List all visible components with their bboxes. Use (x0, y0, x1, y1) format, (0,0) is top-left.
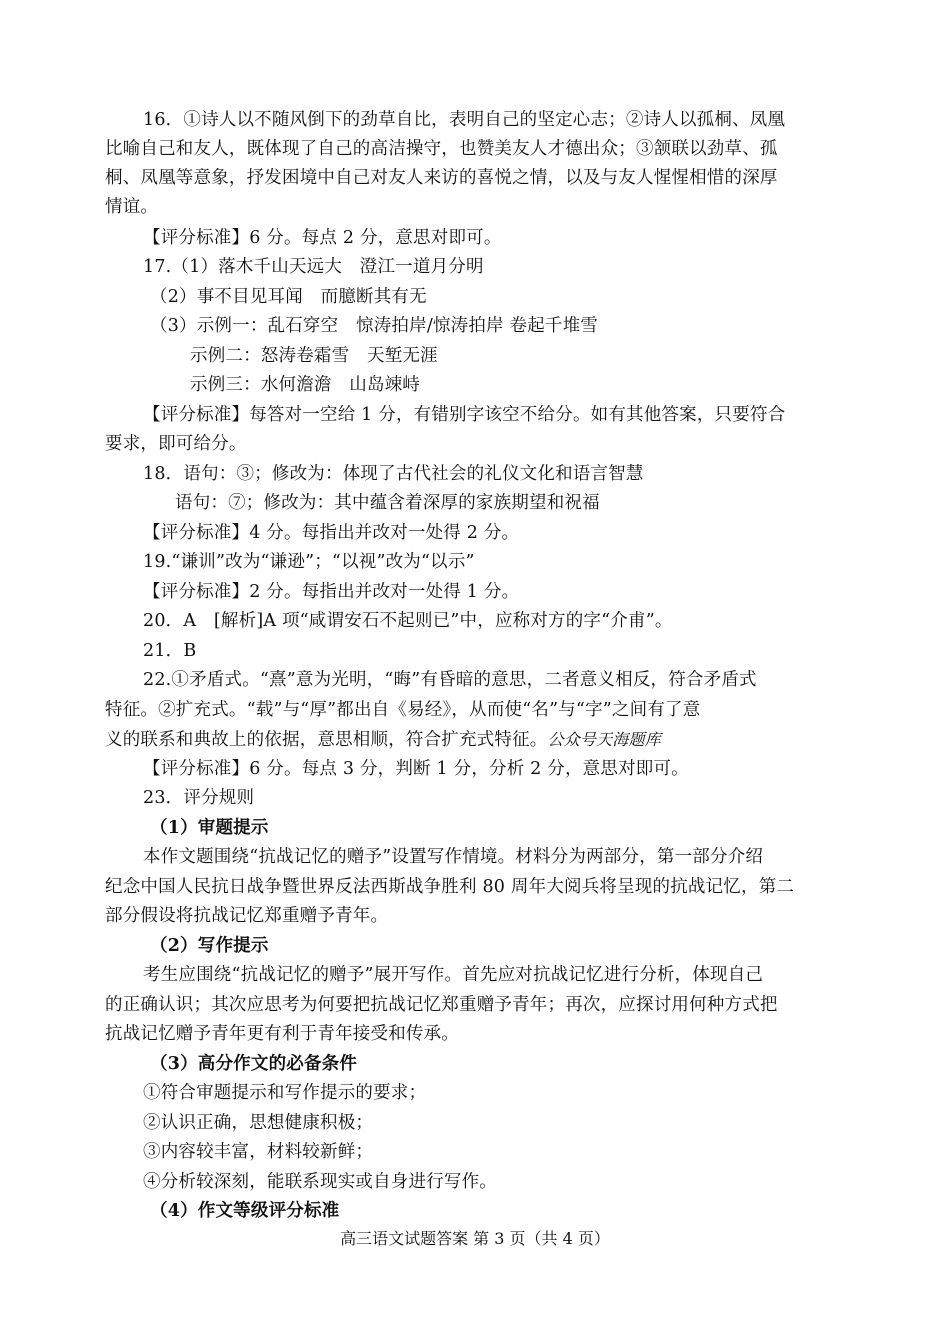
q17-line-2: （2）事不目见耳闻 而臆断其有无 (150, 287, 427, 307)
q17-line-4: 示例二：怒涛卷霜雪 天堑无涯 (190, 346, 438, 366)
q17-line-1: 17.（1）落木千山天远大 澄江一道月分明 (143, 257, 484, 277)
q23-para-1-line-1: 本作文题围绕“抗战记忆的赠予”设置写作情境。材料分为两部分，第一部分介绍 (143, 847, 764, 867)
q21-line-1: 21．B (143, 641, 197, 661)
q23-para-1-line-2: 纪念中国人民抗日战争暨世界反法西斯战争胜利 80 周年大阅兵将呈现的抗战记忆，第二 (105, 877, 795, 897)
q23-condition-3: ③内容较丰富，材料较新鲜； (143, 1142, 374, 1162)
q18-scoring: 【评分标准】4 分。每指出并改对一处得 2 分。 (143, 523, 520, 543)
q17-line-3: （3）示例一：乱石穿空 惊涛拍岸/惊涛拍岸 卷起千堆雪 (150, 316, 598, 336)
q20-line-1: 20．A [解析]A 项“咸谓安石不起则已”中，应称对方的字“介甫”。 (143, 611, 673, 631)
q23-heading-2: （2）写作提示 (150, 936, 269, 956)
q22-scoring: 【评分标准】6 分。每点 3 分，判断 1 分，分析 2 分，意思对即可。 (143, 759, 689, 779)
q22-line-2: 特征。②扩充式。“载”与“厚”都出自《易经》，从而使“名”与“字”之间有了意 (105, 700, 701, 720)
q16-line-3: 桐、凤凰等意象，抒发困境中自己对友人来访的喜悦之情，以及与友人惺惺相惜的深厚 (105, 168, 778, 188)
q23-heading-4: （4）作文等级评分标准 (150, 1201, 340, 1221)
q23-para-2-line-3: 抗战记忆赠予青年更有利于青年接受和传承。 (105, 1024, 459, 1044)
q16-line-2: 比喻自己和友人，既体现了自己的高洁操守，也赞美友人才德出众；③颔联以劲草、孤 (105, 139, 778, 159)
q23-para-2-line-2: 的正确认识；其次应思考为何要把抗战记忆郑重赠予青年；再次，应探讨用何种方式把 (105, 995, 778, 1015)
q16-line-4: 情谊。 (105, 197, 159, 217)
q23-condition-4: ④分析较深刻，能联系现实或自身进行写作。 (143, 1172, 497, 1192)
q23-para-2-line-1: 考生应围绕“抗战记忆的赠予”展开写作。首先应对抗战记忆进行分析，体现自己 (143, 965, 764, 985)
q23-title: 23．评分规则 (143, 788, 255, 808)
q17-scoring-2: 要求，即可给分。 (105, 434, 247, 454)
page-footer: 高三语文试题答案 第 3 页（共 4 页） (340, 1229, 610, 1248)
q19-line-1: 19.“谦训”改为“谦逊”；“以视”改为“以示” (143, 552, 475, 572)
q22-line-3 (105, 725, 850, 755)
q16-scoring: 【评分标准】6 分。每点 2 分，意思对即可。 (143, 228, 502, 248)
q23-para-1-line-3: 部分假设将抗战记忆郑重赠予青年。 (105, 906, 389, 926)
q17-scoring-1: 【评分标准】每答对一空给 1 分，有错别字该空不给分。如有其他答案，只要符合 (143, 405, 786, 425)
q22-line-1: 22.①矛盾式。“熹”意为光明，“晦”有昏暗的意思，二者意义相反，符合矛盾式 (143, 670, 757, 690)
q19-scoring: 【评分标准】2 分。每指出并改对一处得 1 分。 (143, 582, 520, 602)
q16-line-1: 16．①诗人以不随风倒下的劲草自比，表明自己的坚定心志；②诗人以孤桐、凤凰 (143, 110, 786, 130)
q17-line-5: 示例三：水何澹澹 山岛竦峙 (190, 375, 421, 395)
q23-condition-2: ②认识正确，思想健康积极； (143, 1113, 374, 1133)
q23-heading-3: （3）高分作文的必备条件 (150, 1054, 358, 1074)
q22-line-3-text: 义的联系和典故上的依据，意思相顺，符合扩充式特征。 (105, 730, 548, 750)
q23-condition-1: ①符合审题提示和写作提示的要求； (143, 1083, 427, 1103)
q23-heading-1: （1）审题提示 (150, 818, 269, 838)
q18-line-2: 语句：⑦；修改为：其中蕴含着深厚的家族期望和祝福 (175, 493, 600, 513)
watermark-text: 公众号天海题库 (547, 730, 661, 749)
q18-line-1: 18．语句：③；修改为：体现了古代社会的礼仪文化和语言智慧 (143, 464, 644, 484)
